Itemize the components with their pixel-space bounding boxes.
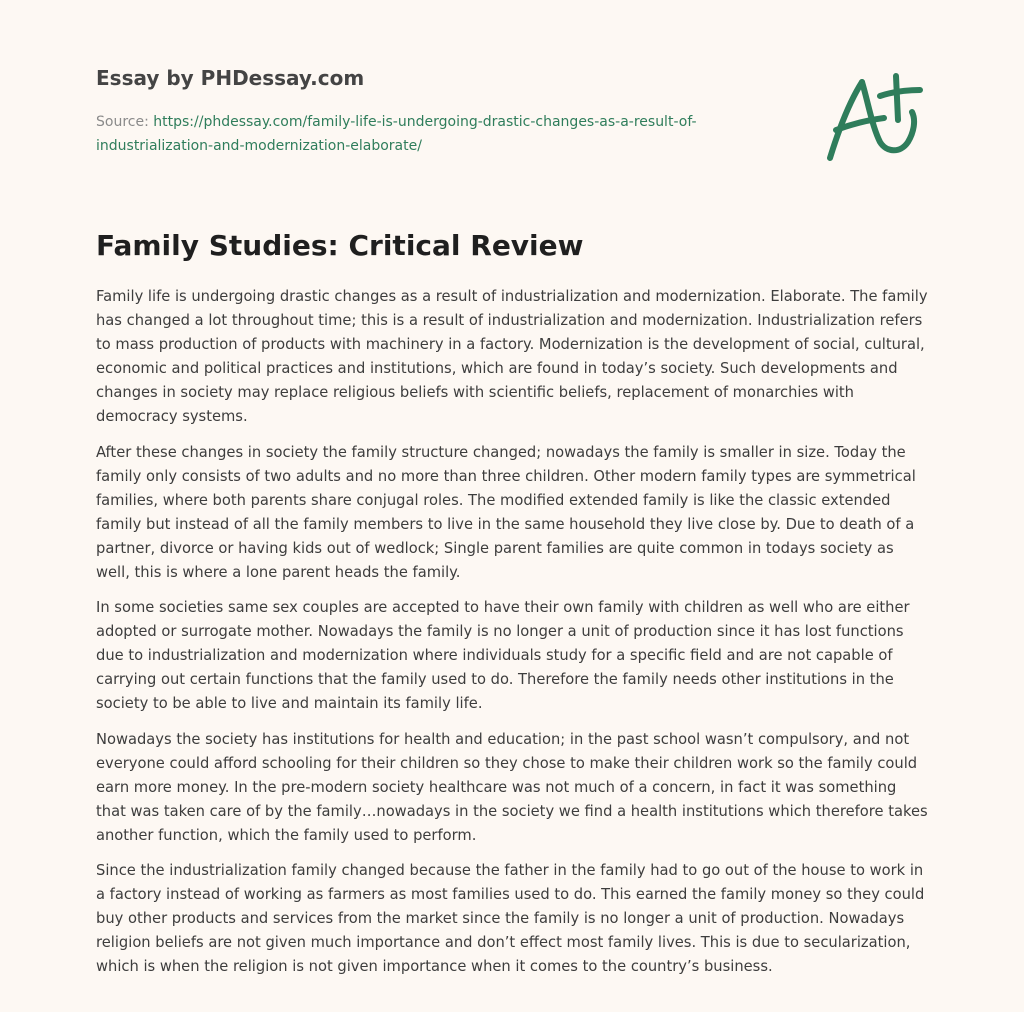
paragraph: Since the industrialization family changed because the father in the family had to go out of the house to work in a factory instead of working as farmers as most families used to do. This earned the family money so they could buy other products and services from the market since the family is no longer a unit of production. Nowadays religion beliefs are not given much importance and don’t effect most family lives. This is due to secularization, which is when the religion is not given importance when it comes to the country’s business.	[96, 862, 925, 975]
source-link-line-2: industrialization-and-modernization-elaborate/	[96, 138, 422, 154]
source-link-line-1: https://phdessay.com/family-life-is-undergoing-drastic-changes-as-a-result-of-	[153, 114, 697, 130]
a-plus-grade-icon	[822, 70, 926, 166]
paragraph: Nowadays the society has institutions for health and education; in the past school wasn’t compulsory, and not everyone could afford schooling for their children so they chose to make their children work so the family could earn more money. In the pre-modern society healthcare was not much of a concern, in fact it was something that was taken care of by the family…nowadays in the society we find a health institutions which therefore takes another function, which the family used to perform.	[96, 730, 928, 844]
source-link[interactable]	[96, 114, 697, 154]
page-header	[96, 64, 776, 158]
source-label: Source:	[96, 114, 149, 130]
site-brand: Essay by PHDessay.com	[96, 66, 365, 90]
source-line	[96, 110, 776, 158]
paragraph: After these changes in society the family structure changed; nowadays the family is smaller in size. Today the family only consists of two adults and no more than three children. Other modern family types are symmetrical families, where both parents share conjugal roles. The modified extended family is like the classic extended family but instead of all the family members to live in the same household they live close by. Due to death of a partner, divorce or having kids out of wedlock; Single parent families are quite common in todays society as well, this is where a lone parent heads the family.	[96, 443, 916, 581]
paragraph: Family life is undergoing drastic changes as a result of industrialization and modernization. Elaborate. The family has changed a lot throughout time; this is a result of industrialization and modernization. Industrialization refers to mass production of products with machinery in a factory. Modernization is the development of social, cultural, economic and political practices and institutions, which are found in today’s society. Such developments and changes in society may replace religious beliefs with scientific beliefs, replacement of monarchies with democracy systems.	[96, 288, 928, 425]
article-body	[96, 285, 930, 991]
article-title: Family Studies: Critical Review	[96, 229, 584, 262]
paragraph: In some societies same sex couples are accepted to have their own family with children as well who are either adopted or surrogate mother. Nowadays the family is no longer a unit of production since it has lost functions due to industrialization and modernization where individuals study for a specific field and are not capable of carrying out certain functions that the family used to do. Therefore the family needs other institutions in the society to be able to live and maintain its family life.	[96, 599, 910, 712]
